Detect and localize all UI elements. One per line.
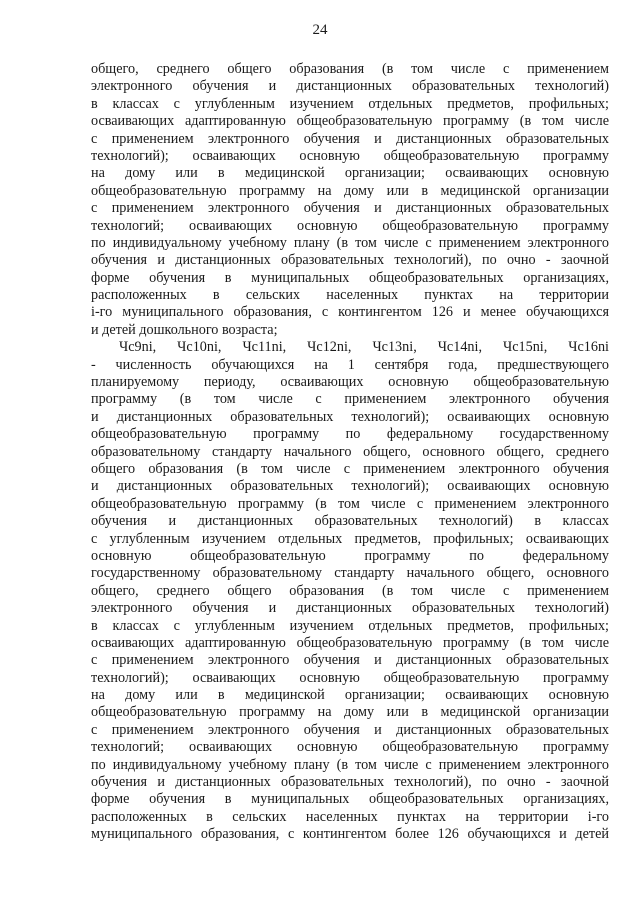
- text-line: с применением электронного обучения и дистанционных образовательных: [91, 721, 609, 738]
- text-line: расположенных в сельских населенных пунктах на территории i-го: [91, 808, 609, 825]
- text-line: на дому или в медицинской организации; осваивающих основную: [91, 687, 609, 704]
- text-line: с углубленным изучением отдельных предметов, профильных; осваивающих: [91, 530, 609, 547]
- text-line: обучения и дистанционных образовательных технологий) в классах: [91, 513, 609, 530]
- text-line: технологий; осваивающих основную общеобразовательную программу: [91, 739, 609, 756]
- text-line: i-го муниципального образования, с контингентом 126 и менее обучающихся: [91, 304, 609, 321]
- text-line: осваивающих адаптированную общеобразовательную программу (в том числе: [91, 113, 609, 130]
- page-number: 24: [312, 22, 328, 38]
- text-line: осваивающих адаптированную общеобразовательную программу (в том числе: [91, 634, 609, 651]
- text-line: технологий); осваивающих основную общеобразовательную программу: [91, 669, 609, 686]
- text-line: форме обучения в муниципальных общеобразовательных организациях,: [91, 791, 609, 808]
- text-line: общего, среднего общего образования (в том числе с применением: [91, 582, 609, 599]
- text-line: по индивидуальному учебному плану (в том числе с применением электронного: [91, 756, 609, 773]
- text-line: государственному образовательному стандарту начального общего, основного: [91, 565, 609, 582]
- text-line: Чс9ni, Чс10ni, Чс11ni, Чс12ni, Чс13ni, Чс14ni, Чс15ni, Чс16ni: [119, 339, 609, 356]
- text-line: электронного обучения и дистанционных образовательных технологий): [91, 600, 609, 617]
- text-line: общеобразовательную программу на дому или в медицинской организации: [91, 704, 609, 721]
- text-line: электронного обучения и дистанционных образовательных технологий): [91, 78, 609, 95]
- text-line: расположенных в сельских населенных пунктах на территории: [91, 287, 609, 304]
- text-line: общеобразовательную программу (в том числе с применением электронного: [91, 495, 609, 512]
- text-line: образовательному стандарту начального общего, основного общего, среднего: [91, 443, 609, 460]
- text-line: общего, среднего общего образования (в том числе с применением: [91, 61, 609, 77]
- text-line: общего образования (в том числе с применением электронного обучения: [91, 460, 609, 477]
- text-line: - численность обучающихся на 1 сентября года, предшествующего: [91, 356, 609, 373]
- text-line: муниципального образования, с контингентом более 126 обучающихся и детей: [91, 826, 609, 843]
- text-line: и дистанционных образовательных технологий); осваивающих основную: [91, 478, 609, 495]
- text-line: по индивидуальному учебному плану (в том числе с применением электронного: [91, 234, 609, 251]
- text-line: форме обучения в муниципальных общеобразовательных организациях,: [91, 269, 609, 286]
- text-line: обучения и дистанционных образовательных технологий), по очно - заочной: [91, 774, 609, 791]
- text-line: технологий; осваивающих основную общеобразовательную программу: [91, 217, 609, 234]
- text-line: общеобразовательную программу по федеральному государственному: [91, 426, 609, 443]
- text-line: общеобразовательную программу на дому или в медицинской организации: [91, 182, 609, 199]
- text-line: основную общеобразовательную программу по федеральному: [91, 547, 609, 564]
- document-body: [91, 61, 609, 844]
- text-line: в классах с углубленным изучением отдельных предметов, профильных;: [91, 95, 609, 112]
- text-line: в классах с углубленным изучением отдельных предметов, профильных;: [91, 617, 609, 634]
- text-line: программу (в том числе с применением электронного обучения: [91, 391, 609, 408]
- text-line: обучения и дистанционных образовательных технологий), по очно - заочной: [91, 252, 609, 269]
- text-line: с применением электронного обучения и дистанционных образовательных: [91, 130, 609, 147]
- text-line: с применением электронного обучения и дистанционных образовательных: [91, 200, 609, 217]
- text-line: и дистанционных образовательных технологий); осваивающих основную: [91, 408, 609, 425]
- text-line: с применением электронного обучения и дистанционных образовательных: [91, 652, 609, 669]
- text-line: планируемому периоду, осваивающих основную общеобразовательную: [91, 374, 609, 391]
- text-line: технологий); осваивающих основную общеобразовательную программу: [91, 147, 609, 164]
- text-line: на дому или в медицинской организации; осваивающих основную: [91, 165, 609, 182]
- text-line: и детей дошкольного возраста;: [91, 321, 278, 338]
